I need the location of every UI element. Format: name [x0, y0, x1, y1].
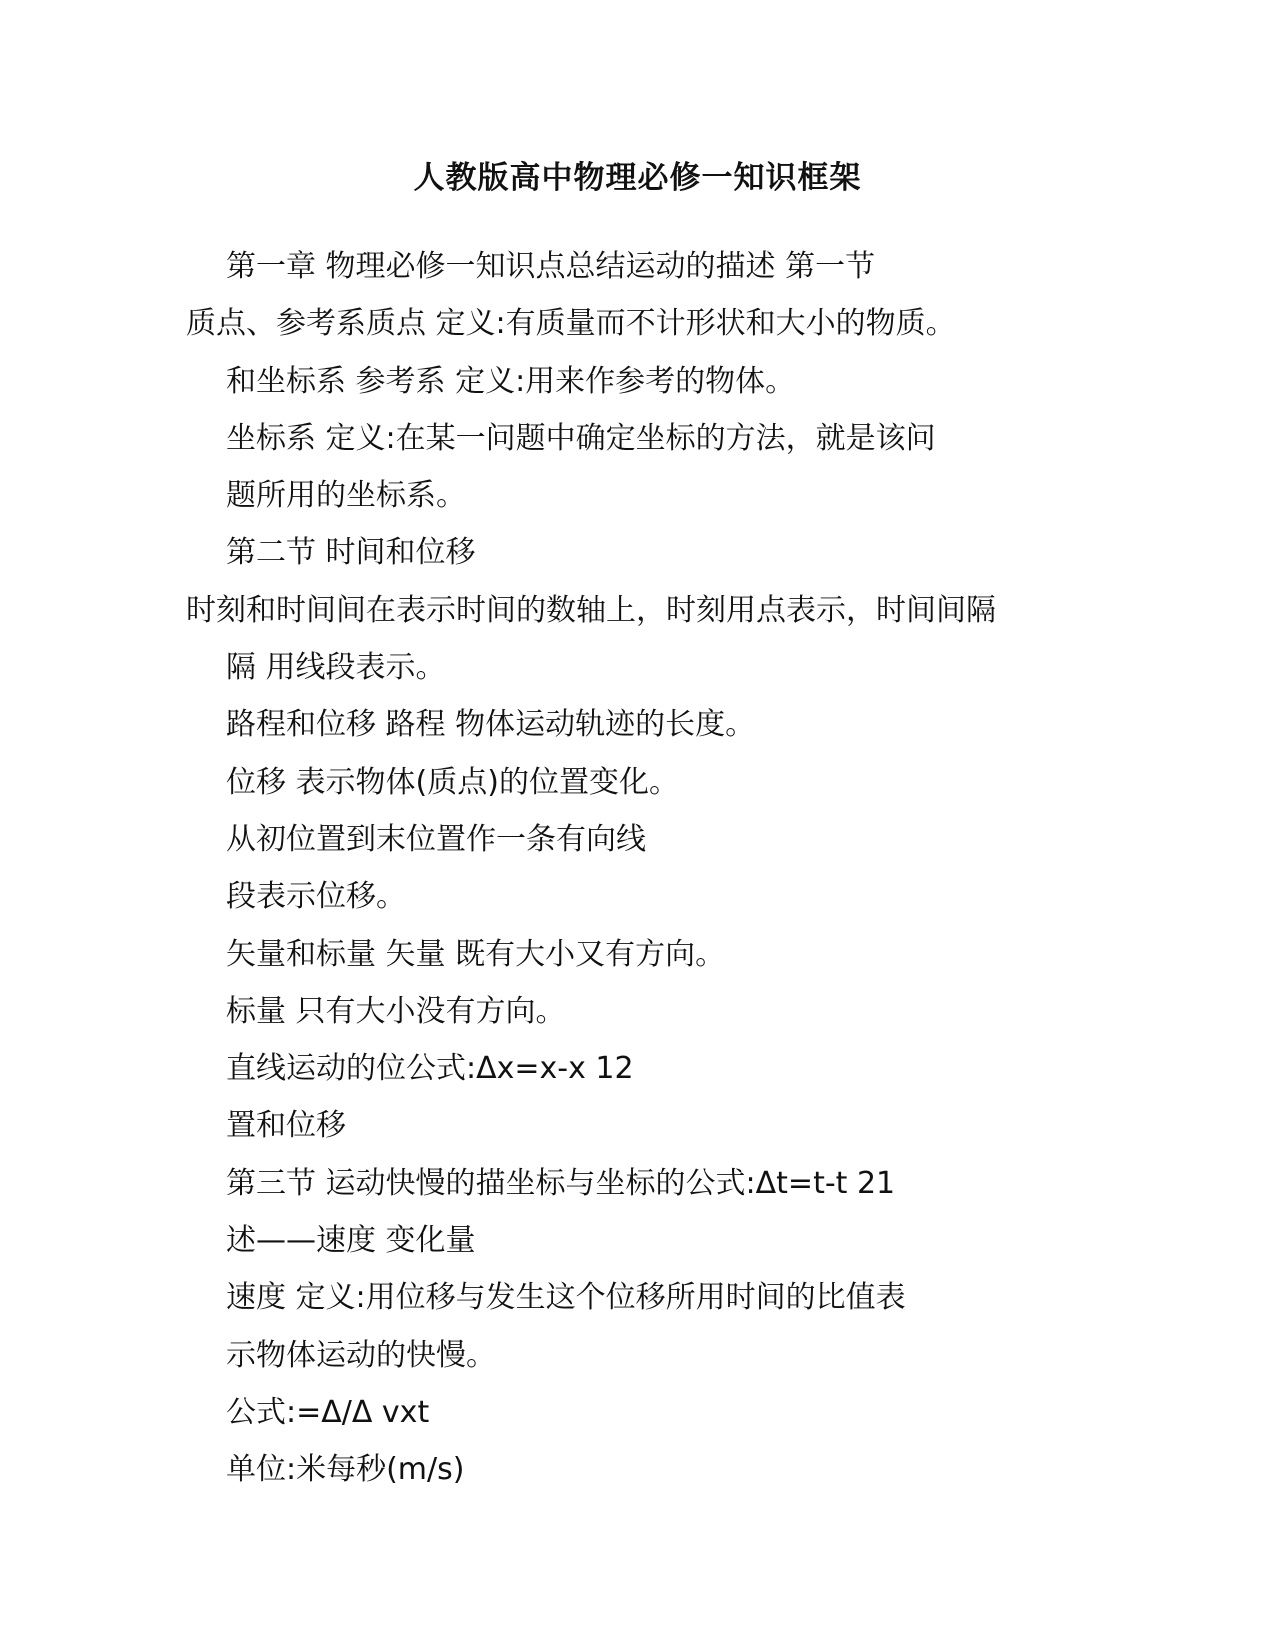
- text-line: 段表示位移。: [226, 879, 406, 915]
- text-line: 隔 用线段表示。: [226, 650, 446, 686]
- text-line: 单位:米每秒(m/s): [226, 1452, 465, 1488]
- text-line: 标量 只有大小没有方向。: [226, 993, 566, 1029]
- text-line: 第一章 物理必修一知识点总结运动的描述 第一节: [226, 249, 876, 284]
- text-line: 和坐标系 参考系 定义:用来作参考的物体。: [226, 363, 796, 399]
- text-line: 位移 表示物体(质点)的位置变化。: [226, 764, 679, 800]
- text-line: 示物体运动的快慢。: [226, 1337, 496, 1373]
- text-line: 置和位移: [226, 1108, 346, 1144]
- text-line: 题所用的坐标系。: [226, 478, 466, 514]
- text-line: 述——速度 变化量: [226, 1223, 476, 1259]
- text-line: 第三节 运动快慢的描坐标与坐标的公式:Δt=t-t 21: [226, 1165, 896, 1201]
- text-line: 矢量和标量 矢量 既有大小又有方向。: [226, 936, 726, 972]
- document-body: [0, 238, 1275, 1499]
- text-line: 从初位置到末位置作一条有向线: [226, 821, 646, 857]
- text-line: 路程和位移 路程 物体运动轨迹的长度。: [226, 707, 756, 743]
- text-line: 速度 定义:用位移与发生这个位移所用时间的比值表: [226, 1280, 906, 1316]
- text-line: 直线运动的位公式:Δx=x-x 12: [226, 1051, 634, 1087]
- text-line: 坐标系 定义:在某一问题中确定坐标的方法，就是该问: [226, 420, 936, 456]
- text-line: 公式:=Δ/Δ vxt: [226, 1394, 430, 1430]
- document-title: 人教版高中物理必修一知识框架: [413, 160, 862, 196]
- text-line: 第二节 时间和位移: [226, 535, 476, 571]
- text-line: 时刻和时间间在表示时间的数轴上，时刻用点表示，时间间隔: [186, 592, 996, 628]
- text-line: 质点、参考系质点 定义:有质量而不计形状和大小的物质。: [186, 306, 956, 342]
